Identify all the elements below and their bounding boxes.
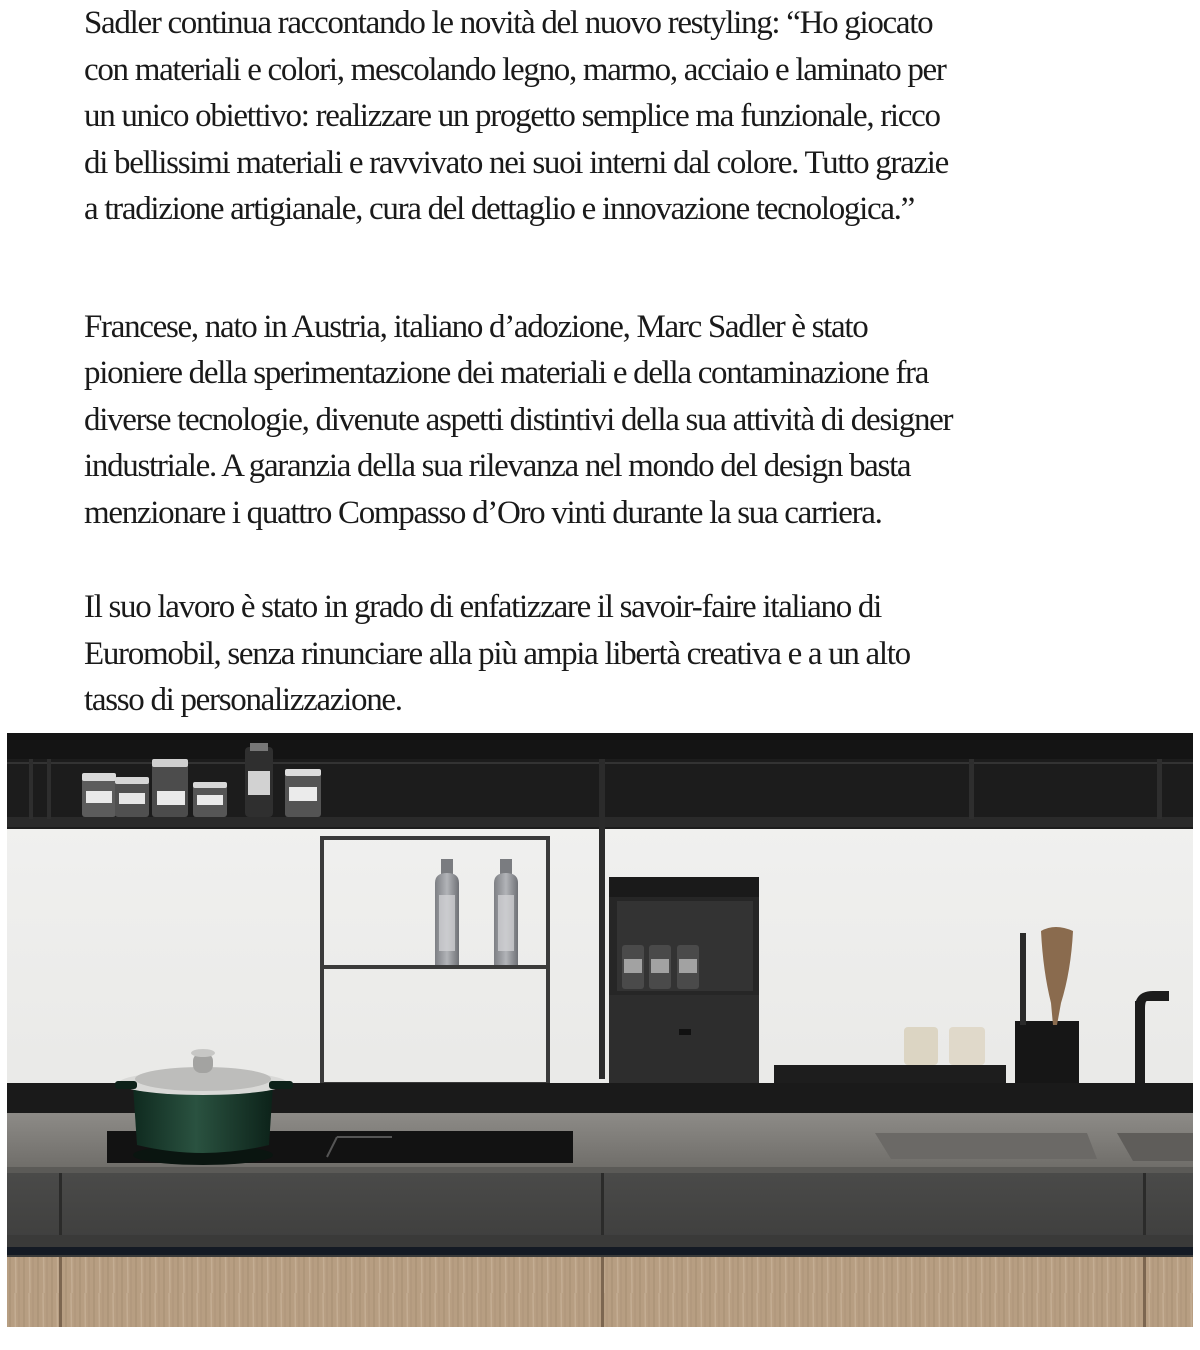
paragraph-1 bbox=[84, 0, 1144, 233]
text-line: di bellissimi materiali e ravvivato nei suoi interni dal colore. Tutto grazie bbox=[84, 144, 949, 181]
text-line: menzionare i quattro Compasso d’Oro vinti durante la sua carriera. bbox=[84, 494, 882, 531]
kitchen-photo bbox=[7, 733, 1193, 1327]
paragraph-gap bbox=[84, 537, 1144, 584]
text-line: Il suo lavoro è stato in grado di enfatizzare il savoir-faire italiano di bbox=[84, 589, 881, 626]
text-line: pioniere della sperimentazione dei materiali e della contaminazione fra bbox=[84, 355, 929, 392]
text-line: a tradizione artigianale, cura del dettaglio e innovazione tecnologica.” bbox=[84, 191, 914, 228]
text-line: un unico obiettivo: realizzare un progetto semplice ma funzionale, ricco bbox=[84, 98, 940, 135]
text-line: Sadler continua raccontando le novità del nuovo restyling: “Ho giocato bbox=[84, 5, 933, 41]
paragraph-2 bbox=[84, 304, 1144, 537]
text-line: con materiali e colori, mescolando legno, marmo, acciaio e laminato per bbox=[84, 51, 946, 88]
kitchen-illustration bbox=[7, 733, 1193, 1327]
text-line: industriale. A garanzia della sua rilevanza nel mondo del design basta bbox=[84, 448, 911, 485]
text-line: tasso di personalizzazione. bbox=[84, 682, 402, 719]
paragraph-gap bbox=[84, 233, 1144, 280]
text-line: Francese, nato in Austria, italiano d’adozione, Marc Sadler è stato bbox=[84, 308, 868, 345]
text-line: Euromobil, senza rinunciare alla più ampia libertà creativa e a un alto bbox=[84, 635, 910, 672]
article-text bbox=[84, 0, 1144, 724]
text-line: diverse tecnologie, divenute aspetti distintivi della sua attività di designer bbox=[84, 401, 953, 438]
appliance-cabinet bbox=[609, 877, 759, 1085]
sink bbox=[875, 1133, 1097, 1159]
paragraph-3 bbox=[84, 584, 1144, 724]
wood-cabinet-front bbox=[7, 1257, 1193, 1327]
